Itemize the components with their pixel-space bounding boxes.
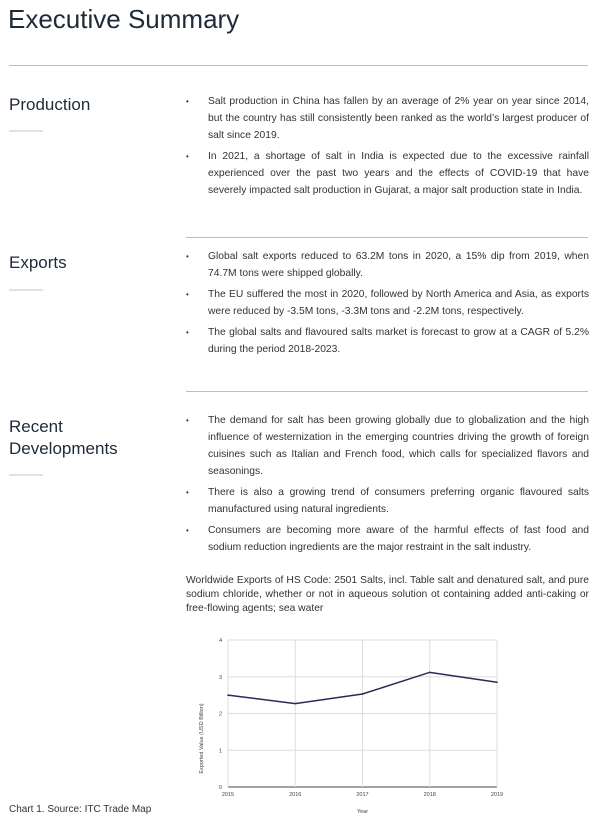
heading-line: Recent xyxy=(9,417,63,436)
y-tick-label: 4 xyxy=(218,638,222,644)
data-point xyxy=(429,672,431,674)
list-item: • The global salts and flavoured salts market is forecast to grow at a CAGR of 5.2% during the period 2018-2023. xyxy=(186,324,589,358)
section-heading-exports: Exports xyxy=(9,253,67,272)
y-tick-label: 0 xyxy=(218,785,222,791)
list-item: • Salt production in China has fallen by an average of 2% year on year since 2014, but the country has still consistently been ranked as the world’s largest producer of salt since 2019. xyxy=(186,93,589,144)
data-point xyxy=(362,693,364,695)
list-item: • There is also a growing trend of consumers preferring organic flavoured salts manufactured using natural ingredients. xyxy=(186,484,589,518)
heading-line: Developments xyxy=(9,439,118,458)
list-item: • Global salt exports reduced to 63.2M tons in 2020, a 15% dip from 2019, when 74.7M tons were shipped globally. xyxy=(186,248,589,282)
x-axis-label: Year xyxy=(356,809,369,815)
data-point xyxy=(294,703,296,705)
y-tick-label: 3 xyxy=(218,674,222,681)
y-axis-label: Exported Value (USD Billion) xyxy=(199,703,205,774)
x-tick-label: 2019 xyxy=(490,792,504,798)
list-item: • In 2021, a shortage of salt in India is expected due to the excessive rainfall experienced over the past two years and the effects of COVID-19 that have severely impacted salt production in Gujarat, a major salt production state in India. xyxy=(186,148,589,199)
chart-source: Chart 1. Source: ITC Trade Map xyxy=(9,804,152,815)
list-item: • The EU suffered the most in 2020, followed by North America and Asia, as exports were reduced by -3.5M tons, -3.3M tons and -2.2M tons, respectively. xyxy=(186,286,589,320)
list-item: • The demand for salt has been growing globally due to globalization and the high influence of westernization in the emerging countries driving the growth of foreign cuisines such as Italian and French food, which calls for specialized flavors and seasonings. xyxy=(186,412,589,480)
data-point xyxy=(227,694,229,696)
data-point xyxy=(496,681,498,683)
list-item: • Consumers are becoming more aware of the harmful effects of fast food and sodium reduction ingredients are the major restraint in the salt industry. xyxy=(186,522,589,556)
y-tick-label: 2 xyxy=(218,711,222,718)
x-tick-label: 2017 xyxy=(356,792,369,798)
x-tick-label: 2018 xyxy=(423,792,436,798)
x-tick-label: 2016 xyxy=(289,792,302,798)
y-tick-label: 1 xyxy=(218,748,222,755)
section-heading-production: Production xyxy=(9,95,91,114)
page-title: Executive Summary xyxy=(8,4,240,34)
x-tick-label: 2015 xyxy=(221,792,235,798)
chart-caption: Worldwide Exports of HS Code: 2501 Salts, incl. Table salt and denatured salt, and pure sodium chloride, whether or not in aqueous solution ot containing added anti-caking or free-flowing agents; sea water xyxy=(186,575,589,614)
